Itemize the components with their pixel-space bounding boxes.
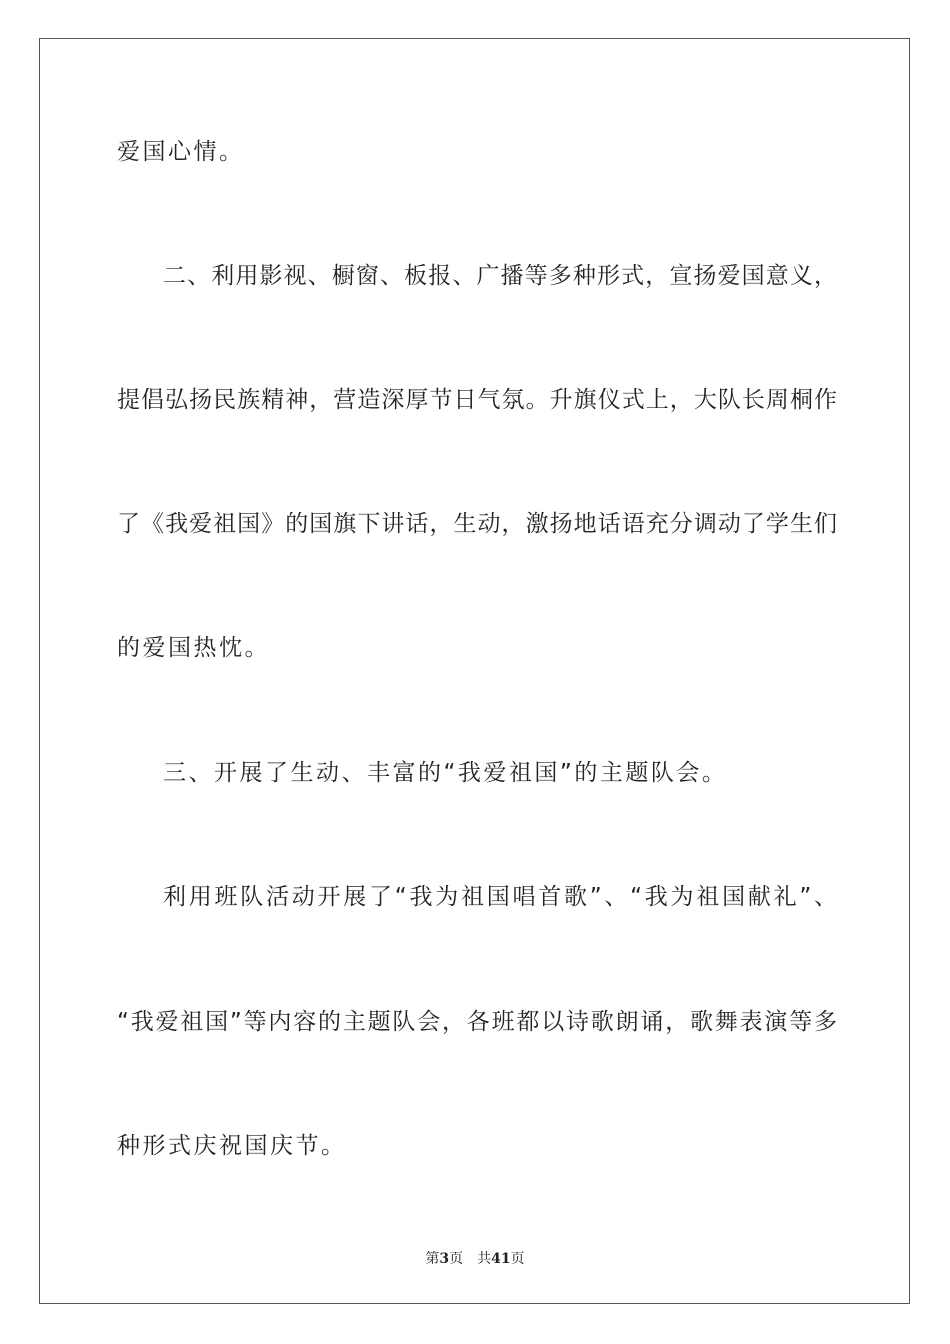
paragraph-line: 了《我爱祖国》的国旗下讲话，生动，激扬地话语充分调动了学生们 xyxy=(117,511,837,537)
paragraph-line: 三、开展了生动、丰富的“我爱祖国”的主题队会。 xyxy=(163,760,728,786)
page-suffix: 页 xyxy=(449,1251,464,1267)
paragraph-line: 的爱国热忱。 xyxy=(117,635,270,661)
total-prefix: 共 xyxy=(477,1251,492,1267)
paragraph-line: 爱国心情。 xyxy=(117,139,245,165)
paragraph-line: 二、利用影视、橱窗、板报、广播等多种形式，宣扬爱国意义， xyxy=(163,263,837,289)
page-border xyxy=(39,38,910,1304)
page-footer xyxy=(0,1248,950,1268)
total-suffix: 页 xyxy=(510,1251,525,1267)
paragraph-line: 利用班队活动开展了“我为祖国唱首歌”、“我为祖国献礼”、 xyxy=(163,884,837,910)
paragraph-line: “我爱祖国”等内容的主题队会，各班都以诗歌朗诵，歌舞表演等多 xyxy=(117,1009,837,1035)
page-prefix: 第 xyxy=(425,1251,440,1267)
paragraph-line: 种形式庆祝国庆节。 xyxy=(117,1133,347,1159)
paragraph-line: 提倡弘扬民族精神，营造深厚节日气氛。升旗仪式上，大队长周桐作 xyxy=(117,387,837,413)
page-number: 3 xyxy=(439,1251,450,1267)
total-pages: 41 xyxy=(491,1251,511,1267)
